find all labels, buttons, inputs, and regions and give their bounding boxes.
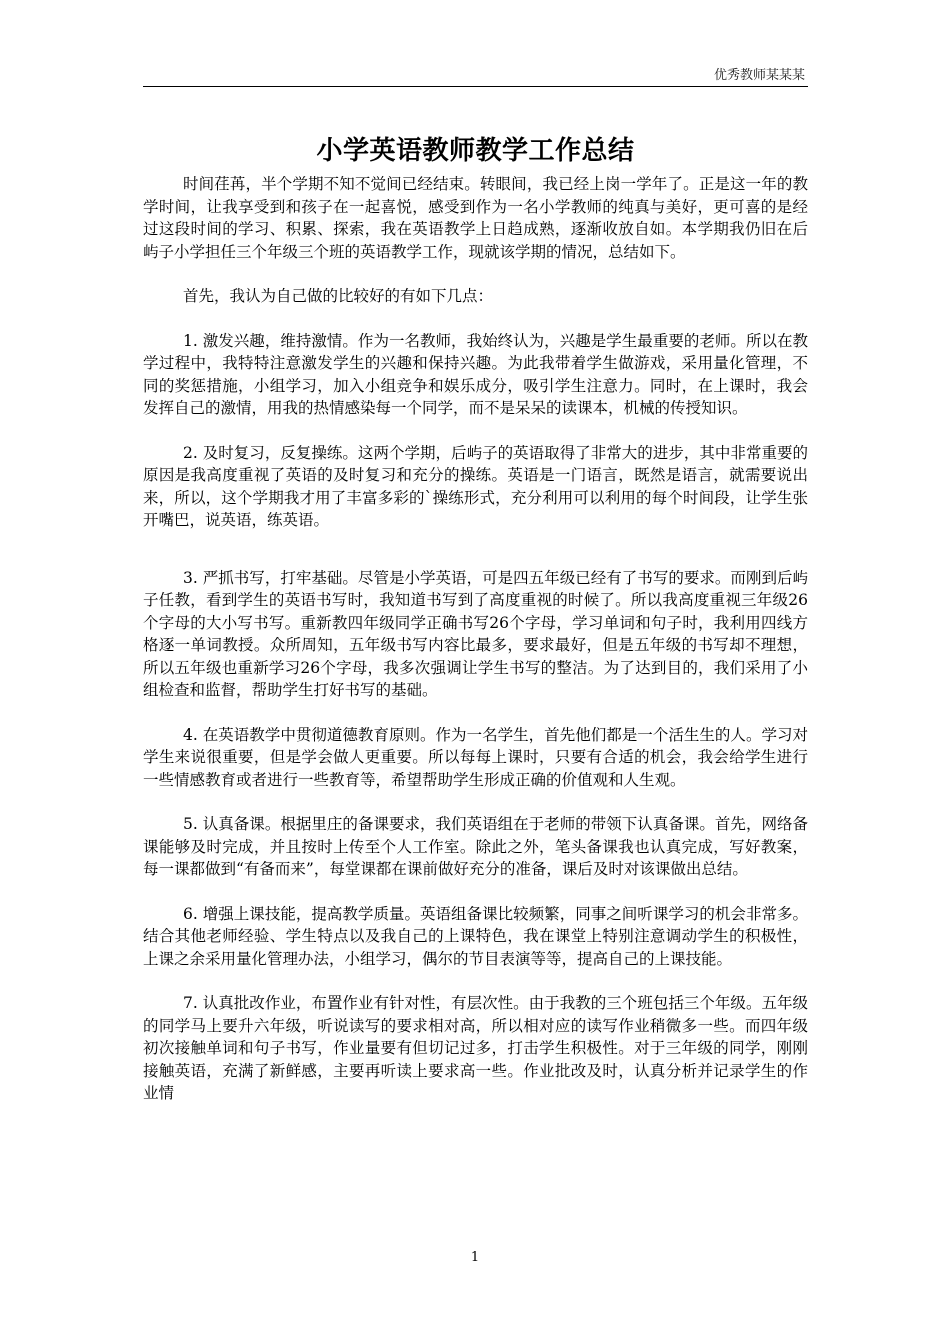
paragraph-point-5: 5. 认真备课。根据里庄的备课要求，我们英语组在于老师的带领下认真备课。首先，网络备课能够及时完成，并且按时上传至个人工作室。除此之外，笔头备课我也认真完成，写好教案，每一课都做到“有备而来”，每堂课都在课前做好充分的准备，课后及时对该课做出总结。 [143,815,808,878]
page-number: 1 [470,1250,480,1265]
document-body [143,173,808,1105]
header-author-label: 优秀教师某某某 [713,68,805,83]
paragraph-spacer [143,970,808,992]
paragraph-spacer [143,308,808,330]
paragraph-point-3: 3. 严抓书写，打牢基础。尽管是小学英语，可是四五年级已经有了书写的要求。而刚到后屿子任教，看到学生的英语书写时，我知道书写到了高度重视的时候了。所以我高度重视三年级26个字母的大小写书写。重新教四年级同学正确书写26个字母，学习单词和句子时，我利用四线方格逐一单词教授。众所周知，五年级书写内容比最多，要求最好，但是五年级的书写却不理想，所以五年级也重新学习26个字母，我多次强调让学生书写的整洁。为了达到目的，我们采用了小组检查和监督，帮助学生打好书写的基础。 [143,568,808,699]
paragraph-spacer [143,702,808,724]
paragraph-spacer [143,791,808,813]
paragraph-intro: 时间荏苒，半个学期不知不觉间已经结束。转眼间，我已经上岗一学年了。正是这一年的教学时间，让我享受到和孩子在一起喜悦，感受到作为一名小学教师的纯真与美好，更可喜的是经过这段时间的学习、积累、探索，我在英语教学上日趋成熟，逐渐收放自如。本学期我仍旧在后屿子小学担任三个年级三个班的英语教学工作，现就该学期的情况，总结如下。 [143,175,808,261]
paragraph-spacer [143,420,808,442]
document-title: 小学英语教师教学工作总结 [316,136,635,167]
paragraph-point-6: 6. 增强上课技能，提高教学质量。英语组备课比较频繁，同事之间听课学习的机会非常多。结合其他老师经验、学生特点以及我自己的上课特色，我在课堂上特别注意调动学生的积极性，上课之余采用量化管理办法，小组学习，偶尔的节目表演等等，提高自己的上课技能。 [143,904,808,968]
paragraph-overview: 首先，我认为自己做的比较好的有如下几点： [183,287,494,305]
paragraph-spacer [143,532,808,567]
paragraph-spacer [143,263,808,285]
paragraph-point-4: 4. 在英语教学中贯彻道德教育原则。作为一名学生，首先他们都是一个活生生的人。学习对学生来说很重要，但是学会做人更重要。所以每每上课时，只要有合适的机会，我会给学生进行一些情感教育或者进行一些教育等，希望帮助学生形成正确的价值观和人生观。 [143,725,808,789]
paragraph-spacer [143,881,808,903]
paragraph-point-2: 2. 及时复习，反复操练。这两个学期，后屿子的英语取得了非常大的进步，其中非常重要的原因是我高度重视了英语的及时复习和充分的操练。英语是一门语言，既然是语言，就需要说出来，所以，这个学期我才用了丰富多彩的`操练形式，充分利用可以利用的每个时间段，让学生张开嘴巴，说英语，练英语。 [143,443,808,529]
paragraph-point-1: 1. 激发兴趣，维持激情。作为一名教师，我始终认为，兴趣是学生最重要的老师。所以在教学过程中，我特特注意激发学生的兴趣和保持兴趣。为此我带着学生做游戏，采用量化管理，不同的奖惩措施，小组学习，加入小组竞争和娱乐成分，吸引学生注意力。同时，在上课时，我会发挥自己的激情，用我的热情感染每一个同学，而不是呆呆的读课本，机械的传授知识。 [143,331,808,417]
paragraph-point-7: 7. 认真批改作业，布置作业有针对性，有层次性。由于我教的三个班包括三个年级。五年级的同学马上要升六年级，听说读写的要求相对高，所以相对应的读写作业稍微多一些。而四年级初次接触单词和句子书写，作业量要有但切记过多，打击学生积极性。对于三年级的同学，刚刚接触英语，充满了新鲜感，主要再听读上要求高一些。作业批改及时，认真分析并记录学生的作业情 [143,994,808,1102]
header-divider [143,86,808,87]
